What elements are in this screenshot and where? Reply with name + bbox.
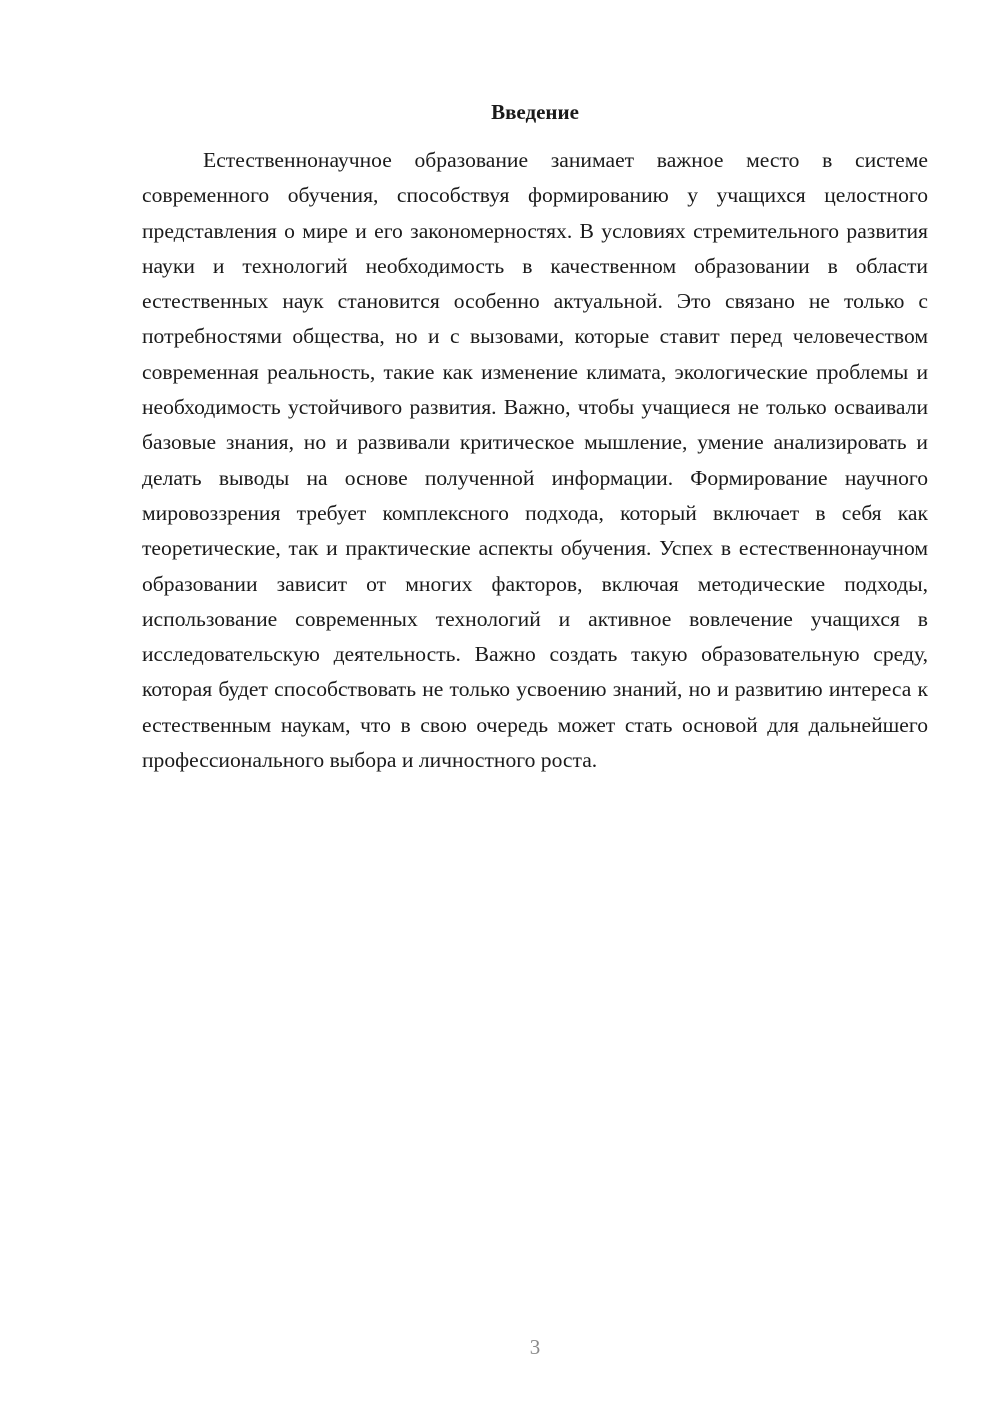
body-paragraph: Естественнонаучное образование занимает важное место в системе современного обучения, способствуя формированию у учащихся целостного представления о мире и его закономерностях. В условиях стремительного развития науки и технологий необходимость в качественном образовании в области естественных наук становится особенно актуальной. Это связано не только с потребностями общества, но и с вызовами, которые ставит перед человечеством современная реальность, такие как изменение климата, экологические проблемы и необходимость устойчивого развития. Важно, чтобы учащиеся не только осваивали базовые знания, но и развивали критическое мышление, умение анализировать и делать выводы на основе полученной информации. Формирование научного мировоззрения требует комплексного подхода, который включает в себя как теоретические, так и практические аспекты обучения. Успех в естественнонаучном образовании зависит от многих факторов, включая методические подходы, использование современных технологий и активное вовлечение учащихся в исследовательскую деятельность. Важно создать такую образовательную среду, которая будет способствовать не только усвоению знаний, но и развитию интереса к естественным наукам, что в свою очередь может стать основой для дальнейшего профессионального выбора и личностного роста. (142, 148, 928, 773)
page-number: 3 (529, 1335, 541, 1359)
section-heading: Введение (491, 100, 579, 124)
